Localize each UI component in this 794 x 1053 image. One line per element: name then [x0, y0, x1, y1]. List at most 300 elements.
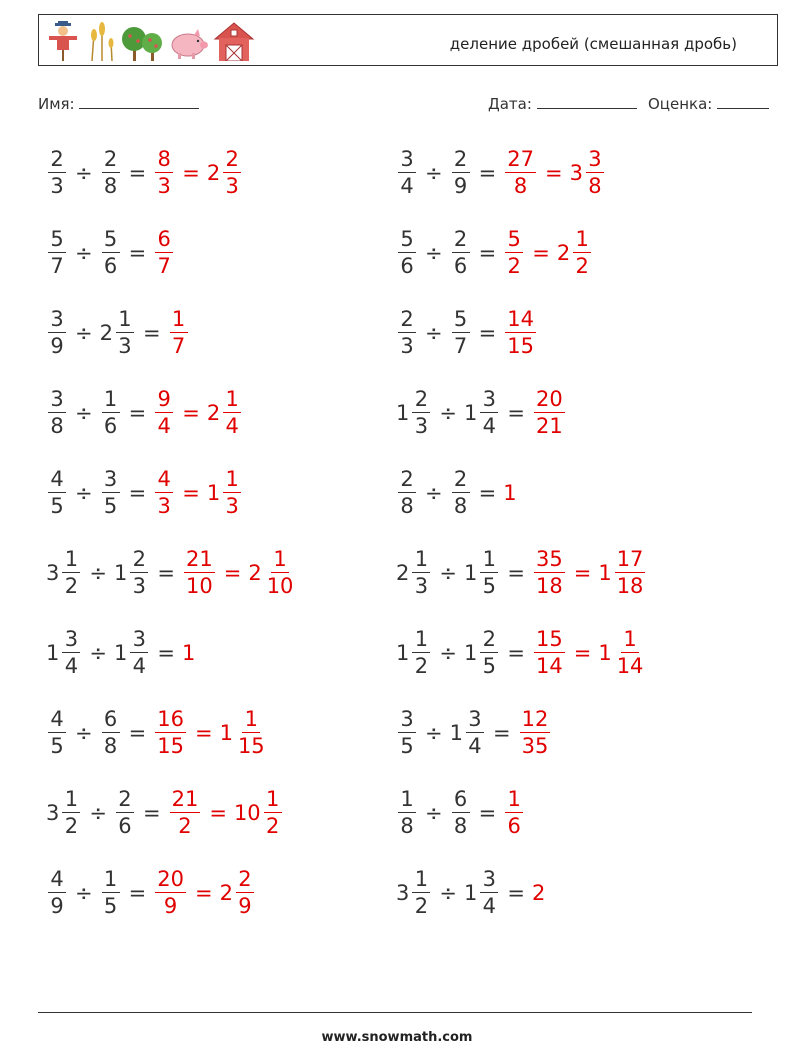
whole-part: 1 [463, 401, 478, 425]
fraction [452, 229, 470, 277]
denominator: 3 [225, 174, 239, 198]
denominator: 3 [157, 494, 171, 518]
denominator: 5 [50, 494, 64, 518]
number [570, 149, 606, 197]
denominator: 2 [575, 254, 589, 278]
problem-item [46, 463, 243, 523]
denominator: 8 [103, 174, 118, 198]
whole-part: 2 [206, 161, 221, 185]
denominator: 4 [157, 414, 171, 438]
fraction [48, 229, 66, 277]
problem-item [396, 863, 546, 923]
number [396, 869, 432, 917]
number [396, 549, 432, 597]
numerator: 3 [398, 149, 416, 173]
denominator: 3 [400, 334, 414, 358]
divide-sign: ÷ [425, 481, 443, 505]
number [598, 629, 647, 677]
fraction [236, 709, 267, 757]
answer [153, 149, 243, 197]
fraction [62, 549, 80, 597]
denominator: 8 [453, 494, 468, 518]
pig-icon [168, 21, 210, 61]
fraction [170, 789, 201, 837]
equals-sign: = [128, 481, 147, 505]
fraction [155, 389, 173, 437]
numerator: 5 [452, 309, 470, 333]
answer [168, 309, 190, 357]
equals-sign: = [194, 721, 213, 745]
numerator: 1 [223, 469, 241, 493]
grade-field [648, 94, 769, 113]
divide-sign: ÷ [75, 401, 93, 425]
denominator: 9 [50, 334, 64, 358]
whole-part: 3 [396, 881, 410, 905]
answer [182, 641, 196, 665]
numerator: 4 [155, 469, 173, 493]
problem-item [396, 303, 538, 363]
fraction [155, 229, 173, 277]
denominator: 10 [266, 574, 294, 598]
numerator: 14 [507, 307, 534, 331]
fraction [534, 389, 565, 437]
problem-item [46, 223, 175, 283]
denominator: 4 [400, 174, 414, 198]
numerator: 3 [48, 309, 66, 333]
equals-sign: = [573, 561, 592, 585]
number [396, 229, 418, 277]
number [450, 309, 472, 357]
denominator: 3 [118, 334, 132, 358]
fraction [398, 709, 416, 757]
numerator: 1 [62, 789, 80, 813]
number [153, 149, 175, 197]
numerator: 2 [452, 229, 470, 253]
numerator: 2 [398, 469, 416, 493]
answer [518, 709, 553, 757]
numerator: 1 [412, 549, 430, 573]
equals-sign: = [478, 161, 497, 185]
numerator: 1 [412, 869, 430, 893]
whole-part: 1 [113, 641, 128, 665]
number [100, 309, 136, 357]
numerator: 5 [398, 229, 416, 253]
number [46, 389, 68, 437]
number [450, 709, 486, 757]
header-icons [45, 21, 255, 61]
grade-label: Оценка: [648, 95, 713, 113]
grade-line [717, 94, 769, 109]
fraction [466, 709, 484, 757]
whole-part: 3 [46, 801, 60, 825]
denominator: 2 [414, 894, 429, 918]
number [396, 149, 418, 197]
number [396, 709, 418, 757]
numerator: 1 [62, 549, 80, 573]
denominator: 8 [400, 814, 414, 838]
fraction [184, 549, 215, 597]
number [153, 869, 188, 917]
numerator: 2 [223, 149, 241, 173]
name-line [79, 94, 199, 109]
fraction [398, 469, 416, 517]
fraction [130, 549, 148, 597]
scarecrow-icon [45, 21, 81, 61]
divide-sign: ÷ [75, 481, 93, 505]
equals-sign: = [478, 801, 497, 825]
equals-sign: = [507, 641, 525, 665]
number [464, 869, 500, 917]
date-field [488, 94, 637, 113]
whole-part: 1 [46, 641, 60, 665]
denominator: 3 [157, 174, 171, 198]
numerator: 2 [480, 629, 498, 653]
number [46, 229, 68, 277]
denominator: 2 [265, 814, 280, 838]
number [503, 481, 517, 505]
divide-sign: ÷ [439, 401, 457, 425]
denominator: 8 [50, 414, 64, 438]
denominator: 6 [453, 254, 468, 278]
fraction [130, 629, 148, 677]
numerator: 5 [48, 229, 66, 253]
number [46, 629, 82, 677]
fraction [102, 389, 120, 437]
problem-item [46, 543, 297, 603]
denominator: 21 [535, 414, 563, 438]
numerator: 1 [264, 789, 282, 813]
equals-sign: = [223, 561, 242, 585]
number [114, 789, 136, 837]
number [396, 389, 432, 437]
denominator: 2 [64, 574, 79, 598]
fraction [452, 309, 470, 357]
numerator: 3 [62, 629, 80, 653]
answer [503, 309, 538, 357]
equals-sign: = [128, 721, 147, 745]
divide-sign: ÷ [75, 241, 93, 265]
numerator: 6 [155, 229, 173, 253]
fraction [398, 149, 416, 197]
denominator: 8 [103, 734, 118, 758]
denominator: 5 [50, 734, 64, 758]
fraction [452, 149, 470, 197]
number [46, 549, 82, 597]
numerator: 5 [505, 229, 523, 253]
fraction [223, 389, 241, 437]
number [100, 149, 122, 197]
fraction [48, 309, 66, 357]
numerator: 2 [412, 389, 430, 413]
fraction [398, 789, 416, 837]
denominator: 7 [157, 254, 171, 278]
fraction [170, 309, 188, 357]
denominator: 5 [482, 574, 497, 598]
denominator: 10 [185, 574, 213, 598]
numerator: 21 [185, 547, 213, 571]
numerator: 2 [130, 549, 148, 573]
equals-sign: = [128, 241, 147, 265]
denominator: 8 [400, 494, 414, 518]
problem-item [46, 783, 284, 843]
number [503, 309, 538, 357]
fraction [586, 149, 604, 197]
fraction [505, 789, 523, 837]
denominator: 2 [64, 814, 79, 838]
equals-sign: = [157, 561, 175, 585]
numerator: 2 [236, 869, 254, 893]
whole-part: 1 [449, 721, 463, 745]
equals-sign: = [492, 721, 511, 745]
fraction [155, 709, 186, 757]
fraction [116, 309, 134, 357]
denominator: 7 [453, 334, 468, 358]
divide-sign: ÷ [89, 641, 107, 665]
denominator: 2 [507, 254, 521, 278]
denominator: 6 [103, 254, 118, 278]
number [532, 549, 567, 597]
numerator: 1 [573, 229, 591, 253]
problem-item [46, 623, 196, 683]
denominator: 7 [171, 334, 186, 358]
numerator: 1 [412, 629, 430, 653]
fraction [505, 309, 536, 357]
number [396, 469, 418, 517]
divide-sign: ÷ [89, 561, 107, 585]
number [100, 389, 122, 437]
fraction [452, 789, 470, 837]
fraction [62, 789, 80, 837]
fraction [615, 549, 646, 597]
denominator: 8 [453, 814, 468, 838]
numerator: 3 [586, 149, 604, 173]
number [46, 309, 68, 357]
denominator: 15 [507, 334, 534, 358]
whole-part: 1 [113, 561, 128, 585]
equals-sign: = [544, 161, 563, 185]
number [46, 709, 68, 757]
whole-part: 1 [598, 641, 612, 665]
denominator: 6 [507, 814, 521, 838]
whole-part: 3 [569, 161, 583, 185]
fraction [48, 149, 66, 197]
whole-part: 1 [463, 561, 478, 585]
fraction [573, 229, 591, 277]
denominator: 2 [178, 814, 192, 838]
numerator: 3 [130, 629, 148, 653]
numerator: 17 [616, 547, 644, 571]
numerator: 1 [223, 389, 241, 413]
denominator: 8 [588, 174, 602, 198]
numerator: 4 [48, 709, 66, 733]
number [182, 641, 196, 665]
problem-item [396, 703, 552, 763]
numerator: 12 [521, 707, 549, 731]
number [168, 309, 190, 357]
divide-sign: ÷ [75, 161, 93, 185]
numerator: 3 [480, 869, 498, 893]
whole-part: 2 [396, 561, 410, 585]
denominator: 5 [482, 654, 497, 678]
fraction [412, 629, 430, 677]
denominator: 6 [118, 814, 132, 838]
equals-sign: = [573, 641, 592, 665]
answer [153, 709, 268, 757]
fraction [480, 389, 498, 437]
numerator: 21 [171, 787, 199, 811]
denominator: 4 [482, 894, 497, 918]
answer [503, 481, 517, 505]
numerator: 6 [102, 709, 120, 733]
problem-item [396, 223, 593, 283]
whole-part: 2 [556, 241, 571, 265]
whole-part: 1 [396, 401, 410, 425]
problem-item [396, 463, 518, 523]
whole-part: 1 [206, 481, 221, 505]
fraction [223, 469, 241, 517]
numerator: 8 [155, 149, 173, 173]
equals-sign: = [182, 401, 200, 425]
denominator: 9 [453, 174, 468, 198]
numerator: 5 [102, 229, 120, 253]
whole-part: 1 [598, 561, 612, 585]
equals-sign: = [478, 481, 497, 505]
fraction [534, 629, 565, 677]
fraction [398, 229, 416, 277]
number [464, 549, 500, 597]
denominator: 14 [616, 654, 644, 678]
number [503, 229, 525, 277]
fraction [264, 789, 282, 837]
number [207, 469, 243, 517]
fraction [155, 149, 173, 197]
problem-item [46, 303, 190, 363]
number [182, 549, 217, 597]
number [207, 389, 243, 437]
trees-icon [121, 21, 165, 61]
equals-sign: = [478, 241, 497, 265]
number [532, 881, 546, 905]
numerator: 3 [48, 389, 66, 413]
divide-sign: ÷ [439, 881, 457, 905]
denominator: 6 [400, 254, 414, 278]
fraction [236, 869, 254, 917]
denominator: 7 [50, 254, 64, 278]
date-line [537, 94, 637, 109]
equals-sign: = [157, 641, 175, 665]
fraction [102, 149, 120, 197]
denominator: 4 [225, 414, 239, 438]
denominator: 2 [414, 654, 429, 678]
name-field [38, 94, 199, 113]
fraction [412, 389, 430, 437]
divide-sign: ÷ [439, 561, 457, 585]
whole-part: 1 [463, 641, 478, 665]
fraction [102, 709, 120, 757]
answer [532, 389, 567, 437]
number [598, 549, 647, 597]
equals-sign: = [209, 801, 227, 825]
number [46, 469, 68, 517]
numerator: 2 [102, 149, 120, 173]
fraction [505, 229, 523, 277]
fraction [534, 549, 565, 597]
number [518, 709, 553, 757]
fraction [505, 149, 536, 197]
equals-sign: = [194, 881, 213, 905]
number [503, 149, 538, 197]
answer [503, 149, 606, 197]
equals-sign: = [182, 481, 200, 505]
fraction [520, 709, 551, 757]
number [396, 629, 432, 677]
equals-sign: = [142, 801, 161, 825]
fraction [102, 469, 120, 517]
number [396, 309, 418, 357]
worksheet-title: деление дробей (смешанная дробь) [449, 35, 737, 53]
numerator: 20 [535, 387, 563, 411]
problem-item [396, 383, 567, 443]
numerator: 1 [102, 389, 120, 413]
fraction [48, 869, 66, 917]
equals-sign: = [182, 161, 200, 185]
whole-part: 1 [181, 641, 196, 665]
problem-item [46, 863, 256, 923]
denominator: 14 [535, 654, 563, 678]
number [532, 389, 567, 437]
fraction [412, 869, 430, 917]
denominator: 35 [521, 734, 549, 758]
equals-sign: = [478, 321, 497, 345]
fraction [116, 789, 134, 837]
wheat-icon [84, 21, 118, 61]
numerator: 3 [466, 709, 484, 733]
number [153, 389, 175, 437]
number [46, 789, 82, 837]
answer [153, 389, 243, 437]
denominator: 8 [513, 174, 528, 198]
denominator: 3 [414, 414, 429, 438]
denominator: 15 [237, 734, 265, 758]
problem-item [396, 543, 647, 603]
denominator: 4 [482, 414, 497, 438]
numerator: 3 [102, 469, 120, 493]
number [153, 709, 188, 757]
denominator: 18 [616, 574, 644, 598]
fraction [265, 549, 296, 597]
number [396, 789, 418, 837]
denominator: 3 [225, 494, 239, 518]
fraction [48, 469, 66, 517]
fraction [62, 629, 80, 677]
number [450, 229, 472, 277]
divide-sign: ÷ [75, 881, 93, 905]
number [100, 469, 122, 517]
number [168, 789, 203, 837]
equals-sign: = [507, 561, 525, 585]
equals-sign: = [507, 881, 525, 905]
number [450, 789, 472, 837]
answer [503, 229, 593, 277]
numerator: 1 [621, 629, 639, 653]
numerator: 1 [116, 309, 134, 333]
denominator: 5 [400, 734, 414, 758]
answer [153, 469, 243, 517]
number [557, 229, 593, 277]
numerator: 2 [452, 149, 470, 173]
name-label: Имя: [38, 95, 75, 113]
whole-part: 10 [233, 801, 261, 825]
